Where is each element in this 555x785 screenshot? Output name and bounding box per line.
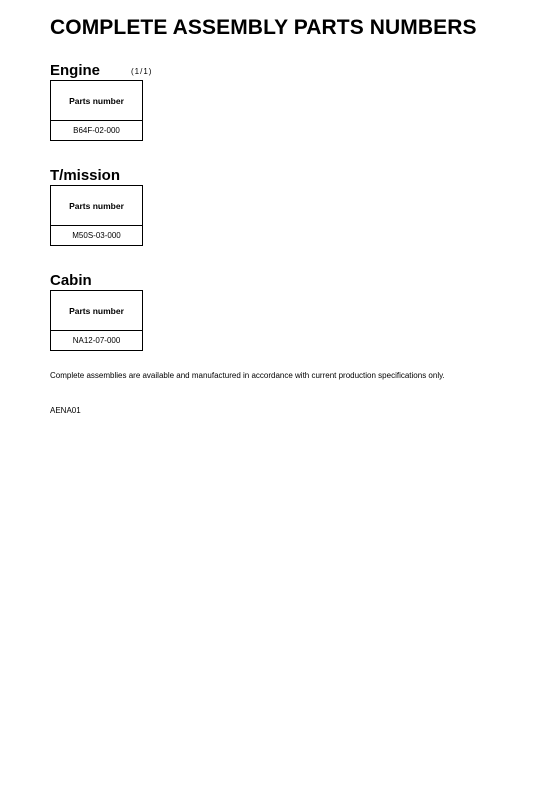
page-indicator: (1/1) <box>131 67 153 76</box>
section-heading-engine: Engine <box>50 62 101 79</box>
document-code: AENA01 <box>50 406 81 415</box>
parts-table-engine <box>50 80 143 141</box>
parts-table-cabin <box>50 290 143 351</box>
parts-table-header: Parts number <box>51 186 142 226</box>
part-number-value: B64F-02-000 <box>73 126 120 135</box>
part-number-value: NA12-07-000 <box>72 336 121 345</box>
part-number-value: M50S-03-000 <box>72 231 121 240</box>
parts-table-header: Parts number <box>51 291 142 331</box>
page-title: COMPLETE ASSEMBLY PARTS NUMBERS <box>50 16 477 39</box>
parts-table-transmission <box>50 185 143 246</box>
footnote: Complete assemblies are available and manufactured in accordance with current production specifications only. <box>50 371 445 380</box>
section-heading-cabin: Cabin <box>50 272 92 289</box>
section-heading-transmission: T/mission <box>50 167 121 184</box>
parts-table-header: Parts number <box>51 81 142 121</box>
